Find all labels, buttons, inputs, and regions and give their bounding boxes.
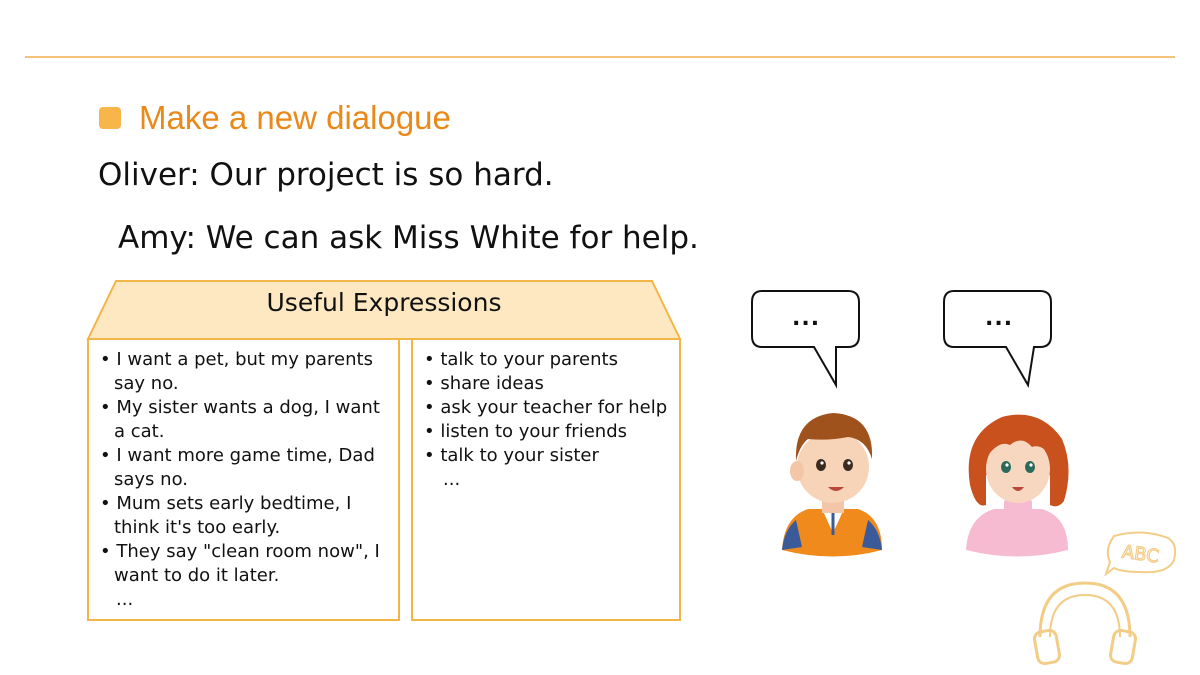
headphones-icon bbox=[1030, 575, 1140, 670]
list-item: • listen to your friends bbox=[424, 421, 627, 442]
list-ellipsis: ... bbox=[116, 589, 134, 610]
abc-bubble-icon bbox=[1102, 530, 1178, 576]
speech-bubble-icon bbox=[942, 289, 1054, 389]
list-item: • They say "clean room now", I want to do it later. bbox=[100, 541, 380, 586]
list-ellipsis: ... bbox=[443, 469, 461, 490]
list-item: • talk to your sister bbox=[424, 445, 599, 466]
girl-avatar-icon bbox=[962, 405, 1074, 557]
dialogue-line-amy: Amy: We can ask Miss White for help. bbox=[118, 220, 699, 256]
speech-bubble-text: ... bbox=[985, 306, 1014, 331]
speech-bubble-icon bbox=[750, 289, 862, 389]
list-item: • talk to your parents bbox=[424, 349, 618, 370]
page-title: Make a new dialogue bbox=[139, 99, 451, 136]
list-item: • share ideas bbox=[424, 373, 544, 394]
top-divider bbox=[25, 56, 1175, 58]
list-item: • I want more game time, Dad says no. bbox=[100, 445, 375, 490]
expressions-right-column bbox=[411, 338, 681, 621]
dialogue-line-oliver: Oliver: Our project is so hard. bbox=[98, 157, 554, 193]
title-square-icon bbox=[99, 107, 121, 129]
expressions-heading: Useful Expressions bbox=[266, 288, 502, 317]
boy-avatar-icon bbox=[778, 405, 888, 557]
list-item: • Mum sets early bedtime, I think it's too early. bbox=[100, 493, 352, 538]
abc-label: ABC bbox=[1120, 541, 1161, 568]
expressions-left-column bbox=[87, 338, 400, 621]
list-item: • My sister wants a dog, I want a cat. bbox=[100, 397, 380, 442]
speech-bubble-text: ... bbox=[792, 306, 821, 331]
list-item: • ask your teacher for help bbox=[424, 397, 668, 418]
section-title bbox=[99, 98, 451, 138]
list-item: • I want a pet, but my parents say no. bbox=[100, 349, 373, 394]
